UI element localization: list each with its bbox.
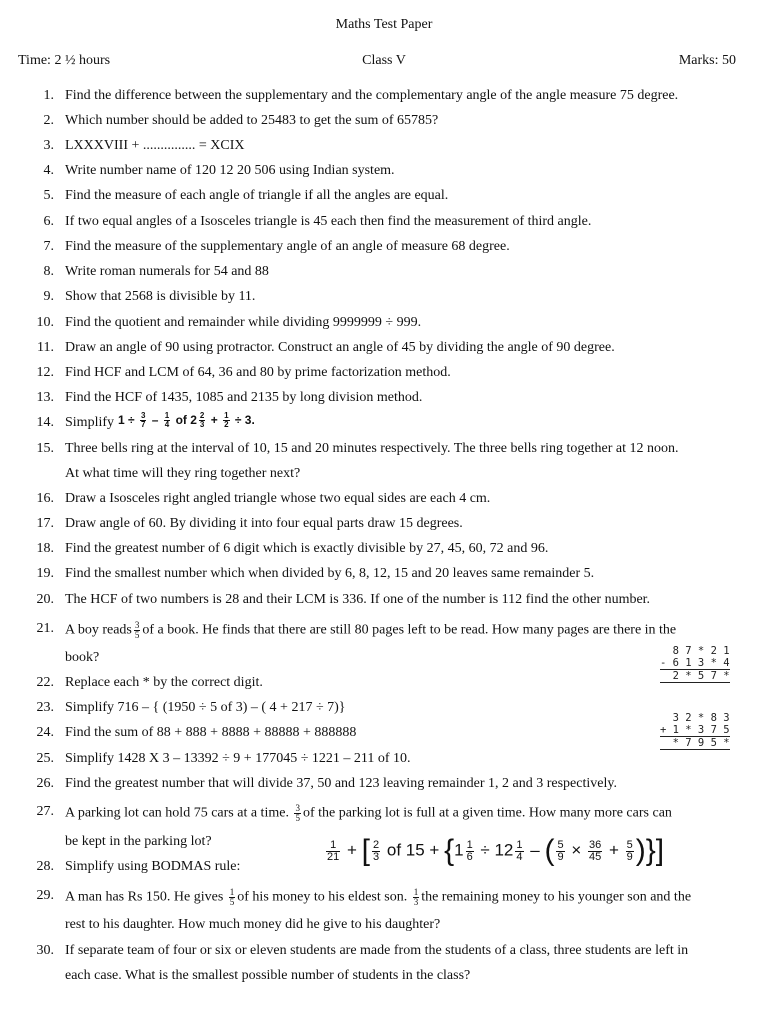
denominator: 3	[373, 850, 380, 863]
question-text: Simplify using BODMAS rule:	[65, 859, 241, 874]
question-text	[65, 621, 676, 640]
question-number: 6.	[43, 214, 54, 229]
expr-token: +	[608, 840, 619, 860]
question-number: 21.	[36, 621, 54, 636]
fraction	[199, 412, 205, 429]
denominator: 45	[588, 850, 602, 863]
numerator: 2	[199, 411, 205, 421]
expr-token: 1 ÷	[118, 413, 135, 427]
time-label: Time: 2 ½ hours	[18, 53, 111, 68]
numerator: 1	[413, 887, 419, 897]
question-text-continued: rest to his daughter. How much money did he give to his daughter?	[65, 917, 441, 932]
subtraction-puzzle	[660, 645, 730, 683]
puzzle-line: 2 * 5 7 *	[660, 670, 730, 683]
denominator: 7	[140, 420, 146, 430]
question-text: Find the difference between the supplementary and the complementary angle of the angle measure 75 degree.	[65, 88, 679, 103]
question-number: 7.	[43, 239, 54, 254]
denominator: 5	[229, 897, 235, 907]
denominator: 4	[516, 850, 523, 863]
question-text: If two equal angles of a Isosceles triangle is 45 each then find the measurement of third angle.	[65, 214, 592, 229]
fraction	[588, 840, 602, 863]
numerator: 1	[229, 887, 235, 897]
numerator: 36	[588, 838, 602, 851]
question-number: 11.	[37, 340, 54, 355]
question-number: 24.	[36, 725, 54, 740]
question-number: 16.	[36, 491, 54, 506]
expr-token: of 15 +	[386, 840, 440, 860]
puzzle-line: * 7 9 5 *	[660, 737, 730, 750]
paper-title: Maths Test Paper	[335, 17, 433, 32]
numerator: 3	[140, 411, 146, 421]
addition-puzzle	[660, 712, 730, 750]
denominator: 3	[413, 897, 419, 907]
fraction	[164, 412, 170, 429]
question-text: Show that 2568 is divisible by 11.	[65, 289, 256, 304]
puzzle-line: - 6 1 3 * 4	[660, 657, 730, 669]
question-number: 27.	[36, 804, 54, 819]
expr-token: +	[346, 840, 357, 860]
fraction	[294, 804, 301, 823]
question-text: Three bells ring at the interval of 10, 15 and 20 minutes respectively. The three bells ring together at 12 noon.	[65, 441, 679, 456]
question-text: Find the measure of each angle of triangle if all the angles are equal.	[65, 188, 449, 203]
class-label: Class V	[362, 53, 406, 68]
question-number: 18.	[36, 541, 54, 556]
question-text: Find the HCF of 1435, 1085 and 2135 by long division method.	[65, 390, 423, 405]
question-number: 3.	[43, 138, 54, 153]
denominator: 2	[224, 420, 229, 430]
question-text: Write number name of 120 12 20 506 using Indian system.	[65, 163, 395, 178]
denominator: 5	[134, 630, 140, 640]
question-number: 19.	[36, 566, 54, 581]
numerator: 3	[295, 803, 300, 813]
expr-token: –	[151, 413, 159, 427]
question-number: 15.	[36, 441, 54, 456]
question-text: LXXXVIII + ............... = XCIX	[65, 138, 245, 153]
expr-token: of 2	[175, 413, 197, 427]
closing-brackets: )}]	[635, 834, 665, 867]
numerator: 5	[626, 838, 633, 851]
numerator: 1	[164, 411, 170, 421]
simplify-expression	[118, 412, 255, 429]
question-number: 26.	[36, 776, 54, 791]
numerator: 1	[224, 411, 229, 421]
question-text-part: the remaining money to his younger son and the	[421, 889, 692, 905]
marks-label: Marks: 50	[678, 53, 736, 68]
question-text: Draw angle of 60. By dividing it into four equal parts draw 15 degrees.	[65, 516, 463, 531]
expr-token: +	[210, 413, 218, 427]
question-number: 2.	[43, 113, 54, 128]
bracket: [	[361, 834, 370, 867]
question-text: Simplify 1428 X 3 – 13392 ÷ 9 + 177045 ÷ 1221 – 211 of 10.	[65, 751, 411, 766]
fraction	[134, 621, 141, 640]
question-number: 20.	[36, 592, 54, 607]
question-text: Simplify 716 – { (1950 ÷ 5 of 3) – ( 4 + 217 ÷ 7)}	[65, 700, 346, 715]
question-text-part: of the parking lot is full at a given time. How many more cars can	[302, 805, 672, 821]
fraction	[556, 840, 564, 863]
fraction	[372, 840, 380, 863]
question-number: 17.	[36, 516, 54, 531]
expr-token: 1	[454, 840, 464, 860]
question-text: Find the greatest number that will divide 37, 50 and 123 leaving remainder 1, 2 and 3 respectively.	[65, 776, 617, 791]
denominator: 9	[626, 850, 633, 863]
question-text	[65, 888, 691, 907]
denominator: 6	[466, 850, 473, 863]
expr-token: ×	[571, 840, 582, 860]
question-number: 12.	[36, 365, 54, 380]
question-text: Draw a Isosceles right angled triangle whose two equal sides are each 4 cm.	[65, 491, 491, 506]
question-text: Find the sum of 88 + 888 + 8888 + 88888 + 888888	[65, 725, 357, 740]
question-text: Find the quotient and remainder while dividing 9999999 ÷ 999.	[65, 315, 422, 330]
question-number: 4.	[43, 163, 54, 178]
question-text-continued: book?	[65, 650, 100, 665]
fraction	[223, 412, 229, 429]
question-text-continued: At what time will they ring together next?	[65, 466, 301, 481]
numerator: 5	[557, 838, 564, 851]
question-text: Write roman numerals for 54 and 88	[65, 264, 269, 279]
question-number: 25.	[36, 751, 54, 766]
numerator: 3	[134, 620, 140, 630]
denominator: 3	[199, 420, 205, 430]
question-text: Which number should be added to 25483 to get the sum of 65785?	[65, 113, 439, 128]
question-text-part: A parking lot can hold 75 cars at a time.	[65, 805, 289, 821]
question-number: 10.	[36, 315, 54, 330]
question-text	[65, 804, 672, 823]
question-text-part: of a book. He finds that there are still 80 pages left to be read. How many pages are there in the	[142, 622, 677, 638]
denominator: 5	[295, 813, 300, 823]
question-number: 28.	[36, 859, 54, 874]
fraction	[326, 840, 340, 863]
question-text: Find the measure of the supplementary angle of an angle of measure 68 degree.	[65, 239, 510, 254]
numerator: 1	[466, 838, 473, 851]
fraction	[229, 888, 236, 907]
bodmas-expression	[324, 834, 664, 868]
question-text-part: A boy reads	[65, 622, 132, 638]
question-number: 1.	[43, 88, 54, 103]
brace: {	[444, 834, 455, 867]
fraction	[140, 412, 146, 429]
numerator: 1	[516, 838, 523, 851]
denominator: 9	[557, 850, 564, 863]
denominator: 4	[164, 420, 170, 430]
question-number: 23.	[36, 700, 54, 715]
paren: (	[544, 834, 555, 867]
question-text-part: of his money to his eldest son.	[237, 889, 408, 905]
expr-token: ÷ 12	[480, 840, 514, 860]
question-number: 8.	[43, 264, 54, 279]
question-number: 22.	[36, 675, 54, 690]
question-number: 13.	[36, 390, 54, 405]
question-number: 30.	[36, 943, 54, 958]
question-text: Find HCF and LCM of 64, 36 and 80 by prime factorization method.	[65, 365, 451, 380]
question-number: 29.	[36, 888, 54, 903]
puzzle-line: 8 7 * 2 1	[672, 645, 730, 657]
question-text-continued: be kept in the parking lot?	[65, 834, 212, 849]
numerator: 1	[326, 840, 340, 852]
question-text: Find the smallest number which when divided by 6, 8, 12, 15 and 20 leaves same remainder 5.	[65, 566, 595, 581]
expr-token: ÷ 3.	[234, 413, 255, 427]
fraction	[626, 840, 634, 863]
question-text: The HCF of two numbers is 28 and their LCM is 336. If one of the number is 112 find the other number.	[65, 592, 651, 607]
puzzle-line: 3 2 * 8 3	[672, 712, 730, 724]
question-number: 9.	[43, 289, 54, 304]
question-text: Find the greatest number of 6 digit which is exactly divisible by 27, 45, 60, 72 and 96.	[65, 541, 549, 556]
fraction	[515, 840, 523, 863]
expr-token: –	[530, 840, 540, 860]
fraction	[466, 840, 474, 863]
question-number: 5.	[43, 188, 54, 203]
puzzle-line: + 1 * 3 7 5	[660, 724, 730, 736]
question-text: Simplify	[65, 415, 115, 430]
denominator: 21	[327, 850, 340, 863]
question-number: 14.	[36, 415, 54, 430]
question-text: If separate team of four or six or eleven students are made from the students of a class, three students are left in	[65, 943, 689, 958]
fraction	[413, 888, 420, 907]
question-text: Replace each * by the correct digit.	[65, 675, 263, 690]
question-text: Draw an angle of 90 using protractor. Construct an angle of 45 by dividing the angle of 90 degree.	[65, 340, 615, 355]
numerator: 2	[373, 838, 380, 851]
question-text-continued: each case. What is the smallest possible number of students in the class?	[65, 968, 471, 983]
question-text-part: A man has Rs 150. He gives	[65, 889, 224, 905]
